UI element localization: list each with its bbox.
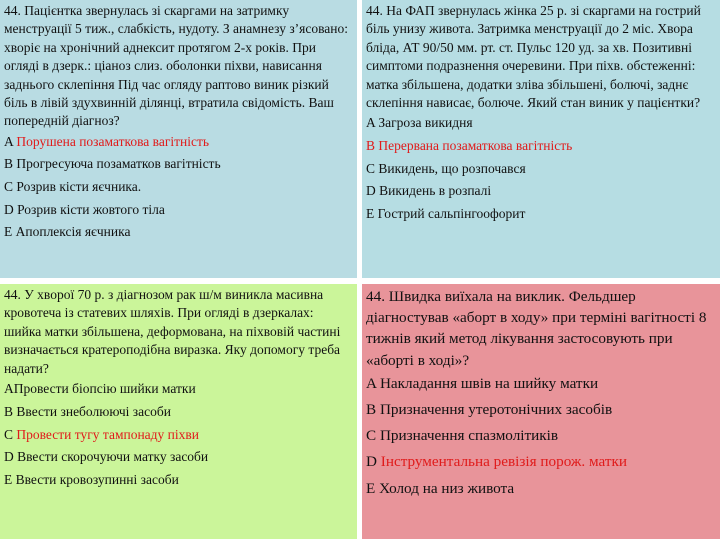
- answer-option-b: [366, 397, 716, 423]
- question-card-4: [362, 284, 720, 539]
- option-text: Розрив кісти жовтого тіла: [17, 201, 165, 217]
- option-letter: D: [4, 201, 14, 217]
- option-text: Прогресуюча позаматков вагітність: [16, 156, 221, 172]
- option-text-correct: Перервана позаматкова вагітність: [378, 138, 573, 154]
- question-card-2: [362, 0, 720, 278]
- option-letter: E: [366, 205, 375, 221]
- option-letter: B: [366, 138, 376, 154]
- option-text: Призначення утеротонічних засобів: [379, 401, 613, 419]
- option-text: Загроза викидня: [378, 115, 473, 131]
- question-card-3: [0, 284, 357, 539]
- option-letter: D: [366, 453, 377, 471]
- option-text: Викидень в розпалі: [379, 183, 492, 199]
- option-text: Накладання швів на шийку матки: [379, 374, 599, 392]
- option-text: Провести біопсію шийки матки: [13, 381, 196, 397]
- option-letter: D: [366, 183, 376, 199]
- option-text-correct: Порушена позаматкова вагітність: [16, 133, 210, 149]
- answer-option-c: [4, 176, 353, 199]
- option-text: Ввести скорочуючи матку засоби: [17, 449, 209, 465]
- answer-option-d: [4, 199, 353, 222]
- option-text: Розрив кісти яєчника.: [16, 179, 142, 195]
- answer-option-a: [4, 378, 353, 401]
- answer-option-d: [4, 446, 353, 469]
- option-letter: C: [366, 160, 376, 176]
- answer-option-e: [366, 476, 716, 502]
- option-letter: E: [4, 472, 13, 488]
- question-text: 44. Пацієнтка звернулась зі скаргами на затримку менструації 5 тиж., слабкість, нудоту. З анамнезу з’ясовано: хворіє на хронічний аднексит протягом 2-х років. При огляді в дзерк.: ціаноз слиз. оболонки піхви, нависання заднього склепіння Під час огляду раптово виник різкий біль в лівій здухвинній ділянці, втратила свідомість. Ваш попередній діагноз?: [4, 3, 349, 129]
- question-text: 44. У хворої 70 р. з діагнозом рак ш/м виникла масивна кровотеча із статевих шляхів. При огляді в дзеркалах: шийка матки збільшена, деформована, на піхвовій частині визначається кратероподібна виразка. Яку допомогу треба надати?: [4, 287, 341, 376]
- option-letter: C: [366, 427, 377, 445]
- answer-option-c: [366, 158, 716, 181]
- answer-option-a: [4, 131, 353, 154]
- option-text: Викидень, що розпочався: [378, 160, 526, 176]
- option-letter: E: [4, 224, 13, 240]
- answer-option-d: [366, 449, 716, 475]
- answer-option-a: [366, 112, 716, 135]
- option-letter: B: [366, 401, 377, 419]
- answer-option-e: [4, 221, 353, 244]
- option-letter: C: [4, 179, 14, 195]
- option-text: Призначення спазмолітиків: [379, 427, 559, 445]
- option-letter: B: [4, 156, 14, 172]
- option-text: Ввести знеболюючі засоби: [16, 403, 171, 419]
- option-letter: A: [366, 115, 376, 131]
- answer-option-c: [4, 424, 353, 447]
- option-letter: A: [366, 374, 377, 392]
- option-letter: A: [4, 133, 14, 149]
- option-letter: A: [4, 381, 14, 397]
- answer-option-e: [4, 469, 353, 492]
- option-text: Холод на низ живота: [379, 479, 515, 497]
- option-text: Апоплексія яєчника: [15, 224, 131, 240]
- question-card-1: [0, 0, 357, 278]
- option-text-correct: Інструментальна ревізія порож. матки: [380, 453, 627, 471]
- option-text-correct: Провести тугу тампонаду піхви: [16, 426, 199, 442]
- answer-option-b: [4, 153, 353, 176]
- answer-option-b: [4, 401, 353, 424]
- option-letter: C: [4, 426, 14, 442]
- option-letter: D: [4, 449, 14, 465]
- answer-option-a: [366, 371, 716, 397]
- answer-option-b: [366, 135, 716, 158]
- option-text: Ввести кровозупинні засоби: [15, 472, 179, 488]
- answer-option-e: [366, 203, 716, 226]
- option-text: Гострий сальпінгоофорит: [377, 205, 526, 221]
- option-letter: E: [366, 479, 376, 497]
- option-letter: B: [4, 403, 14, 419]
- question-text: 44. На ФАП звернулась жінка 25 р. зі скаргами на гострий біль унизу живота. Затримка менструації до 2 міс. Хвора бліда, АТ 90/50 мм. рт. ст. Пульс 120 уд. за хв. Позитивні симптоми подразнення очеревини. При піхв. обстеженні: матка збільшена, додатки зліва збільшені, болючі, заднє склепіння нависає, болюче. Який стан виник у пацієнтки?: [366, 3, 701, 111]
- answer-option-c: [366, 423, 716, 449]
- question-text: 44. Швидка виїхала на виклик. Фельдшер діагностував «аборт в ходу» при терміні вагітності 8 тижнів який метод лікування застосовують при «аборті в ході»?: [366, 288, 707, 369]
- answer-option-d: [366, 180, 716, 203]
